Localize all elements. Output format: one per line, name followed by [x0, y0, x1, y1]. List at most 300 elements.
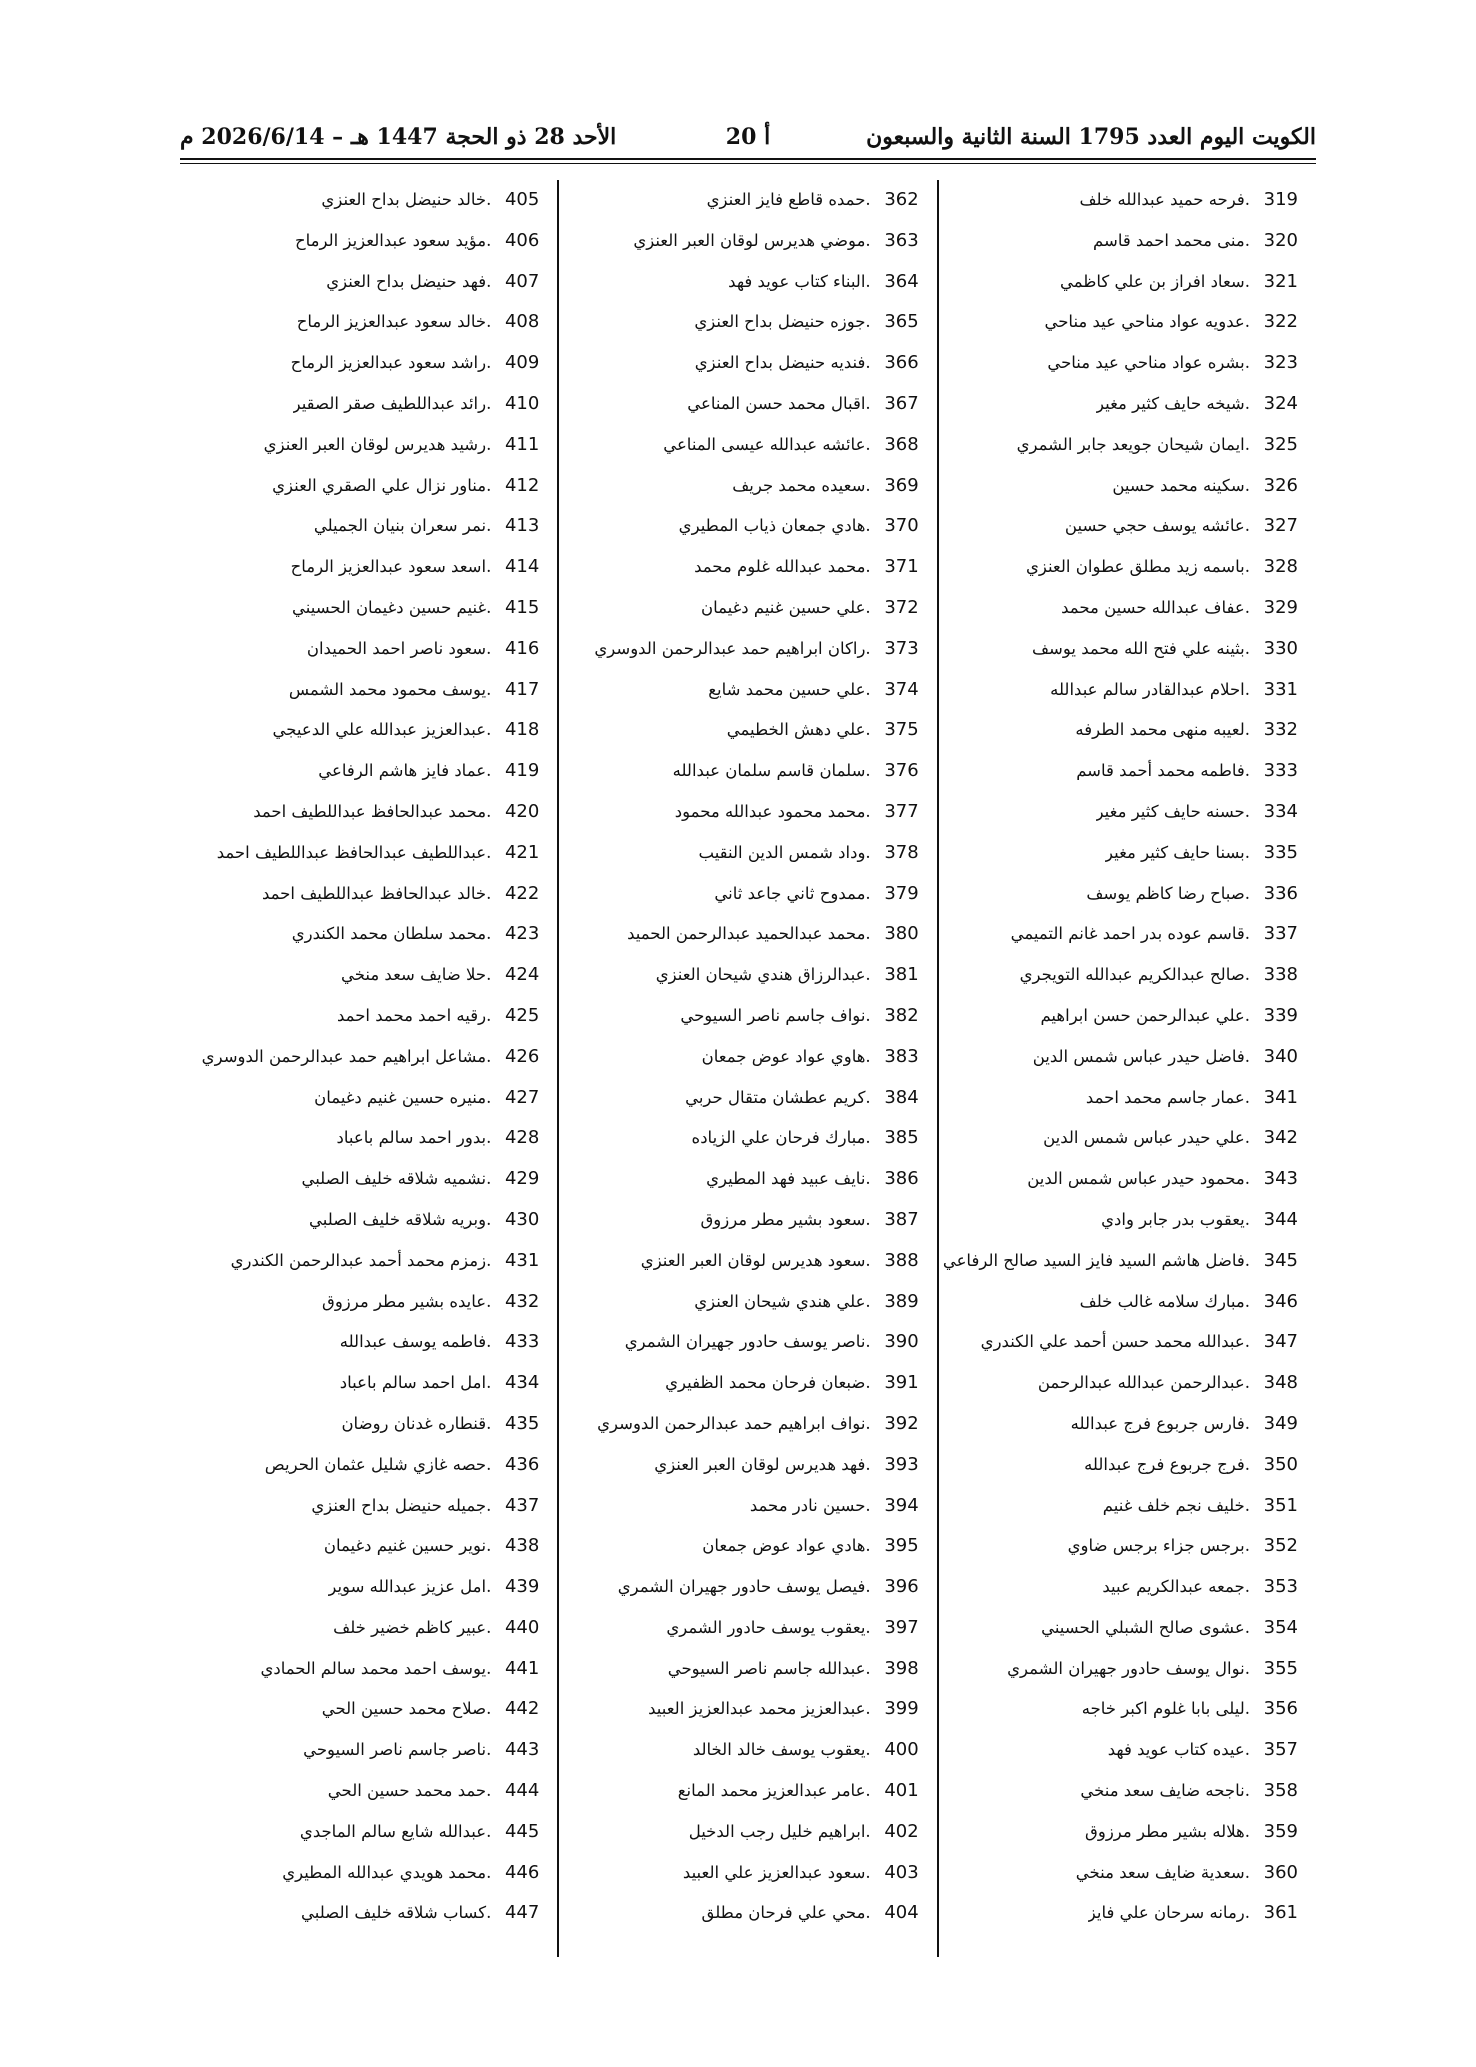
- entry-name: .فيصل يوسف حادور جهيران الشمري: [617, 1577, 871, 1597]
- list-item: [559, 1118, 918, 1159]
- list-item: [939, 1689, 1298, 1730]
- header-page-number: أ 20: [725, 124, 771, 150]
- entry-number: 418: [504, 719, 540, 741]
- entry-name: .محمد سلطان محمد الكندري: [291, 924, 492, 944]
- entry-name: .صباح رضا كاظم يوسف: [1086, 883, 1250, 903]
- entry-number: 434: [504, 1372, 540, 1394]
- entry-name: .قاسم عوده بدر احمد غانم التميمي: [1010, 924, 1250, 944]
- entry-name: .بثينه علي فتح الله محمد يوسف: [1031, 638, 1250, 658]
- list-item: [180, 180, 539, 221]
- entry-number: 323: [1263, 352, 1298, 374]
- entry-name: .عيده كتاب عويد فهد: [1107, 1740, 1250, 1760]
- list-item: [180, 1771, 539, 1812]
- entry-name: .عبدالرحمن عبدالله عبدالرحمن: [1037, 1373, 1250, 1393]
- list-item: [559, 180, 918, 221]
- list-item: [559, 792, 918, 833]
- entry-number: 443: [504, 1739, 540, 1761]
- entry-number: 373: [884, 637, 919, 659]
- entry-name: .علي عبدالرحمن حسن ابراهيم: [1040, 1005, 1250, 1025]
- entry-name: .عماد فايز هاشم الرفاعي: [318, 761, 492, 781]
- list-item: [939, 1404, 1298, 1445]
- entry-name: .نشميه شلاقه خليف الصلبي: [301, 1169, 492, 1189]
- entry-name: .مبارك فرحان علي الزياده: [691, 1128, 871, 1148]
- entry-name: .منى محمد احمد قاسم: [1093, 230, 1250, 250]
- list-item: [559, 1486, 918, 1527]
- list-item: [939, 955, 1298, 996]
- list-item: [559, 425, 918, 466]
- list-item: [939, 1282, 1298, 1323]
- entry-name: .حمد محمد حسين الحي: [327, 1781, 492, 1801]
- entry-name: .رشيد هديرس لوقان العبر العنزي: [263, 434, 492, 454]
- entry-name: .عبدالله شايع سالم الماجدي: [299, 1821, 492, 1841]
- page-header: [180, 118, 1316, 158]
- entry-name: .موضي هديرس لوقان العبر العنزي: [633, 230, 871, 250]
- entry-number: 438: [504, 1535, 540, 1557]
- entry-number: 415: [504, 596, 540, 618]
- entry-name: .احلام عبدالقادر سالم عبدالله: [1050, 679, 1250, 699]
- list-item: [559, 1526, 918, 1567]
- entry-number: 395: [884, 1535, 919, 1557]
- list-item: [939, 221, 1298, 262]
- list-item: [180, 343, 539, 384]
- entry-number: 423: [504, 923, 540, 945]
- list-item: [180, 1200, 539, 1241]
- entry-name: .وبريه شلاقه خليف الصلبي: [309, 1209, 492, 1229]
- entry-number: 414: [504, 556, 540, 578]
- list-item: [559, 1078, 918, 1119]
- entry-name: .خالد حنيضل بداح العنزي: [321, 190, 492, 209]
- entry-number: 425: [504, 1004, 540, 1026]
- entry-name: .امل عزيز عبدالله سوير: [328, 1577, 492, 1597]
- entry-number: 429: [504, 1168, 540, 1190]
- entry-number: 413: [504, 515, 540, 537]
- list-item: [180, 1853, 539, 1894]
- header-rule-thin: [180, 163, 1316, 164]
- entry-number: 447: [504, 1902, 540, 1924]
- entry-name: .راشد سعود عبدالعزيز الرماح: [290, 353, 492, 373]
- entry-name: .حصه غازي شليل عثمان الحريص: [264, 1454, 492, 1474]
- entry-name: .سكينه محمد حسين: [1112, 475, 1250, 495]
- entry-number: 406: [504, 229, 540, 251]
- entry-number: 320: [1263, 229, 1298, 251]
- list-item: [939, 1526, 1298, 1567]
- entry-name: .ايمان شيحان جويعد جابر الشمري: [1016, 434, 1250, 454]
- entry-number: 441: [504, 1657, 540, 1679]
- entry-name: .حسين نادر محمد: [749, 1495, 871, 1515]
- list-item: [180, 1322, 539, 1363]
- entry-name: .سعود بشير مطر مرزوق: [700, 1209, 871, 1229]
- entry-name: .عبدالعزيز محمد عبدالعزيز العبيد: [648, 1699, 871, 1719]
- entry-number: 446: [504, 1861, 540, 1883]
- entry-name: .رقيه احمد محمد احمد: [337, 1005, 492, 1025]
- entry-number: 335: [1263, 841, 1298, 863]
- entry-name: .علي حسين محمد شايع: [708, 679, 871, 699]
- list-item: [180, 1608, 539, 1649]
- entry-name: .خالد عبدالحافظ عبداللطيف احمد: [261, 883, 492, 903]
- entry-number: 403: [884, 1861, 919, 1883]
- list-item: [559, 343, 918, 384]
- entry-name: .يعقوب يوسف خالد الخالد: [692, 1740, 871, 1760]
- name-columns: [180, 180, 1316, 1957]
- entry-name: .هادي عواد عوض جمعان: [702, 1536, 871, 1556]
- entry-number: 329: [1263, 596, 1298, 618]
- entry-number: 384: [884, 1086, 919, 1108]
- entry-number: 374: [884, 678, 919, 700]
- entry-name: .رمانه سرحان علي فايز: [1087, 1903, 1250, 1923]
- entry-name: .فهد حنيضل بداح العنزي: [326, 271, 492, 291]
- entry-number: 352: [1263, 1535, 1298, 1557]
- entry-name: .سعود هديرس لوقان العبر العنزي: [640, 1250, 871, 1270]
- entry-name: .صالح عبدالكريم عبدالله التويجري: [1019, 965, 1250, 985]
- list-item: [180, 955, 539, 996]
- entry-name: .ممدوح ثاني جاعد ثاني: [714, 883, 871, 903]
- entry-name: .محمد عبدالله غلوم محمد: [694, 557, 871, 577]
- entry-number: 330: [1263, 637, 1298, 659]
- entry-number: 322: [1263, 311, 1298, 333]
- header-date: الأحد 28 ذو الحجة 1447 هـ – 2026/6/14 م: [180, 124, 617, 150]
- entry-name: .سعود عبدالعزيز علي العبيد: [682, 1862, 871, 1882]
- entry-number: 439: [504, 1576, 540, 1598]
- list-item: [559, 629, 918, 670]
- entry-name: .جوزه حنيضل بداح العنزي: [694, 312, 871, 332]
- list-item: [559, 1853, 918, 1894]
- list-item: [180, 466, 539, 507]
- entry-number: 337: [1263, 923, 1298, 945]
- entry-number: 401: [884, 1780, 919, 1802]
- entry-number: 377: [884, 800, 919, 822]
- entry-name: .مؤيد سعود عبدالعزيز الرماح: [295, 230, 492, 250]
- entry-number: 321: [1263, 270, 1298, 292]
- list-item: [939, 874, 1298, 915]
- entry-number: 378: [884, 841, 919, 863]
- list-item: [939, 670, 1298, 711]
- list-item: [180, 1241, 539, 1282]
- list-item: [559, 1730, 918, 1771]
- list-item: [939, 1159, 1298, 1200]
- entry-name: .اسعد سعود عبدالعزيز الرماح: [290, 557, 492, 577]
- entry-name: .جمعه عبدالكريم عبيد: [1102, 1577, 1250, 1597]
- list-item: [180, 1649, 539, 1690]
- entry-name: .علي حيدر عباس شمس الدين: [1043, 1128, 1250, 1148]
- entry-number: 342: [1263, 1127, 1298, 1149]
- entry-number: 422: [504, 882, 540, 904]
- list-item: [939, 343, 1298, 384]
- list-item: [939, 1200, 1298, 1241]
- list-item: [559, 751, 918, 792]
- entry-name: .محمود حيدر عباس شمس الدين: [1027, 1169, 1250, 1189]
- entry-name: .اقبال محمد حسن المناعي: [687, 393, 871, 413]
- entry-name: .فاطمه يوسف عبدالله: [339, 1332, 492, 1352]
- entry-name: .مناور نزال علي الصقري العنزي: [272, 475, 492, 495]
- list-item: [559, 710, 918, 751]
- entry-name: .هلاله بشير مطر مرزوق: [1085, 1821, 1250, 1841]
- entry-name: .حمده قاطع فايز العنزي: [706, 190, 871, 209]
- list-item: [939, 506, 1298, 547]
- list-item: [180, 751, 539, 792]
- entry-name: .البناء كتاب عويد فهد: [728, 271, 871, 291]
- entry-number: 408: [504, 311, 540, 333]
- entry-name: .كساب شلاقه خليف الصلبي: [300, 1903, 492, 1923]
- entry-number: 421: [504, 841, 540, 863]
- entry-number: 336: [1263, 882, 1298, 904]
- entry-name: .علي دهش الخطيمي: [726, 720, 871, 740]
- list-item: [559, 874, 918, 915]
- list-item: [939, 792, 1298, 833]
- entry-name: .سعاد افراز بن علي كاظمي: [1059, 271, 1250, 291]
- list-item: [559, 1159, 918, 1200]
- list-item: [180, 302, 539, 343]
- entry-name: .زمزم محمد أحمد عبدالرحمن الكندري: [230, 1250, 492, 1270]
- entry-number: 391: [884, 1372, 919, 1394]
- list-item: [939, 588, 1298, 629]
- entry-name: .ضبعان فرحان محمد الظفيري: [665, 1373, 871, 1393]
- entry-number: 416: [504, 637, 540, 659]
- entry-number: 363: [884, 229, 919, 251]
- entry-name: .برجس جزاء برجس ضاوي: [1067, 1536, 1250, 1556]
- entry-number: 358: [1263, 1780, 1298, 1802]
- list-item: [180, 384, 539, 425]
- entry-number: 371: [884, 556, 919, 578]
- list-item: [939, 1241, 1298, 1282]
- entry-name: .محي علي فرحان مطلق: [701, 1903, 871, 1923]
- entry-name: .يعقوب يوسف حادور الشمري: [666, 1617, 871, 1637]
- entry-number: 445: [504, 1820, 540, 1842]
- entry-name: .خالد سعود عبدالعزيز الرماح: [296, 312, 492, 332]
- list-item: [559, 506, 918, 547]
- list-item: [559, 384, 918, 425]
- header-rule: [180, 158, 1316, 160]
- entry-number: 333: [1263, 760, 1298, 782]
- entry-number: 354: [1263, 1616, 1298, 1638]
- entry-number: 396: [884, 1576, 919, 1598]
- entry-number: 388: [884, 1249, 919, 1271]
- list-item: [559, 302, 918, 343]
- list-item: [180, 588, 539, 629]
- entry-number: 389: [884, 1290, 919, 1312]
- list-item: [180, 1282, 539, 1323]
- entry-number: 367: [884, 392, 919, 414]
- entry-number: 368: [884, 433, 919, 455]
- entry-name: .عائشه يوسف حجي حسين: [1064, 516, 1250, 536]
- entry-number: 402: [884, 1820, 919, 1842]
- entry-name: .نواف ابراهيم حمد عبدالرحمن الدوسري: [597, 1413, 871, 1433]
- entry-number: 417: [504, 678, 540, 700]
- entry-name: .عبير كاظم خضير خلف: [333, 1617, 492, 1637]
- list-item: [180, 1404, 539, 1445]
- entry-name: .فرحه حميد عبدالله خلف: [1079, 190, 1250, 209]
- list-item: [559, 1200, 918, 1241]
- entry-number: 404: [884, 1902, 919, 1924]
- list-item: [939, 710, 1298, 751]
- entry-number: 347: [1263, 1331, 1298, 1353]
- entry-name: .باسمه زيد مطلق عطوان العنزي: [1025, 557, 1250, 577]
- entry-number: 349: [1263, 1412, 1298, 1434]
- list-item: [180, 833, 539, 874]
- entry-number: 430: [504, 1208, 540, 1230]
- entry-name: .عائشه عبدالله عيسى المناعي: [663, 434, 871, 454]
- entry-name: .نوال يوسف حادور جهيران الشمري: [1007, 1658, 1250, 1678]
- entry-number: 385: [884, 1127, 919, 1149]
- entry-name: .ناجحه ضايف سعد منخي: [1080, 1781, 1250, 1801]
- header-issue: الكويت اليوم العدد 1795 السنة الثانية والسبعون: [866, 124, 1316, 150]
- entry-number: 324: [1263, 392, 1298, 414]
- entry-number: 356: [1263, 1698, 1298, 1720]
- entry-name: .فرج جربوع فرج عبدالله: [1084, 1454, 1250, 1474]
- entry-number: 339: [1263, 1004, 1298, 1026]
- entry-number: 412: [504, 474, 540, 496]
- entry-name: .بشره عواد مناحي عيد مناحي: [1047, 353, 1250, 373]
- entry-name: .فهد هديرس لوقان العبر العنزي: [654, 1454, 871, 1474]
- entry-number: 387: [884, 1208, 919, 1230]
- entry-name: .كريم عطشان متقال حربي: [685, 1087, 871, 1107]
- list-item: [559, 914, 918, 955]
- entry-name: .يوسف محمود محمد الشمس: [288, 679, 492, 699]
- entry-number: 405: [504, 189, 540, 210]
- list-item: [180, 710, 539, 751]
- column-3: [180, 180, 557, 1957]
- entry-name: .محمد عبدالحميد عبدالرحمن الحميد: [627, 924, 871, 944]
- entry-name: .فنديه حنيضل بداح العنزي: [694, 353, 871, 373]
- entry-number: 431: [504, 1249, 540, 1271]
- list-item: [939, 1363, 1298, 1404]
- entry-name: .بسنا حايف كثير مغير: [1105, 842, 1250, 862]
- entry-number: 345: [1263, 1249, 1298, 1271]
- entry-number: 365: [884, 311, 919, 333]
- list-item: [939, 629, 1298, 670]
- list-item: [939, 1812, 1298, 1853]
- entry-name: .سعود ناصر احمد الحميدان: [306, 638, 492, 658]
- entry-number: 344: [1263, 1208, 1298, 1230]
- list-item: [180, 221, 539, 262]
- entry-name: .ابراهيم خليل رجب الدخيل: [688, 1821, 871, 1841]
- list-item: [559, 1363, 918, 1404]
- entry-number: 410: [504, 392, 540, 414]
- list-item: [559, 466, 918, 507]
- entry-number: 353: [1263, 1576, 1298, 1598]
- list-item: [180, 996, 539, 1037]
- entry-number: 427: [504, 1086, 540, 1108]
- entry-name: .رائد عبداللطيف صقر الصقير: [292, 393, 492, 413]
- entry-name: .منيره حسين غنيم دغيمان: [314, 1087, 492, 1107]
- entry-number: 397: [884, 1616, 919, 1638]
- list-item: [939, 384, 1298, 425]
- list-item: [559, 1689, 918, 1730]
- list-item: [559, 1893, 918, 1934]
- entry-name: .هادي جمعان ذياب المطيري: [678, 516, 871, 536]
- entry-number: 424: [504, 964, 540, 986]
- entry-number: 409: [504, 352, 540, 374]
- entry-number: 390: [884, 1331, 919, 1353]
- entry-number: 432: [504, 1290, 540, 1312]
- entry-name: .هاوي عواد عوض جمعان: [701, 1046, 871, 1066]
- entry-name: .محمد عبدالحافظ عبداللطيف احمد: [253, 801, 492, 821]
- entry-name: .نوير حسين غنيم دغيمان: [323, 1536, 492, 1556]
- entry-name: .عايده بشير مطر مرزوق: [322, 1291, 492, 1311]
- entry-number: 394: [884, 1494, 919, 1516]
- entry-name: .قنطاره غدنان روضان: [341, 1413, 492, 1433]
- entry-name: .نمر سعران بنيان الجميلي: [313, 516, 492, 536]
- entry-number: 420: [504, 800, 540, 822]
- entry-name: .فاطمه محمد أحمد قاسم: [1076, 761, 1250, 781]
- entry-number: 343: [1263, 1168, 1298, 1190]
- entry-number: 435: [504, 1412, 540, 1434]
- entry-number: 364: [884, 270, 919, 292]
- entry-name: .حلا ضايف سعد منخي: [340, 965, 492, 985]
- entry-name: .راكان ابراهيم حمد عبدالرحمن الدوسري: [594, 638, 871, 658]
- entry-number: 381: [884, 964, 919, 986]
- entry-name: .عبدالله محمد حسن أحمد علي الكندري: [980, 1332, 1250, 1352]
- entry-number: 398: [884, 1657, 919, 1679]
- entry-number: 326: [1263, 474, 1298, 496]
- list-item: [939, 547, 1298, 588]
- list-item: [939, 1893, 1298, 1934]
- list-item: [180, 914, 539, 955]
- list-item: [180, 1159, 539, 1200]
- entry-number: 382: [884, 1004, 919, 1026]
- entry-number: 340: [1263, 1045, 1298, 1067]
- entry-number: 369: [884, 474, 919, 496]
- entry-name: .عفاف عبدالله حسين محمد: [1061, 597, 1250, 617]
- entry-number: 433: [504, 1331, 540, 1353]
- list-item: [939, 1730, 1298, 1771]
- entry-name: .نايف عبيد فهد المطيري: [706, 1169, 871, 1189]
- entry-name: .عامر عبدالعزيز محمد المانع: [677, 1781, 871, 1801]
- list-item: [559, 1608, 918, 1649]
- list-item: [180, 1526, 539, 1567]
- entry-number: 361: [1263, 1902, 1298, 1924]
- list-item: [939, 751, 1298, 792]
- list-item: [180, 670, 539, 711]
- entry-number: 331: [1263, 678, 1298, 700]
- list-item: [559, 1282, 918, 1323]
- entry-number: 442: [504, 1698, 540, 1720]
- list-item: [939, 262, 1298, 303]
- list-item: [559, 996, 918, 1037]
- list-item: [559, 955, 918, 996]
- entry-name: .وداد شمس الدين النقيب: [698, 842, 871, 862]
- list-item: [939, 180, 1298, 221]
- column-1: [939, 180, 1316, 1957]
- entry-number: 338: [1263, 964, 1298, 986]
- list-item: [939, 1445, 1298, 1486]
- list-item: [180, 1730, 539, 1771]
- entry-number: 357: [1263, 1739, 1298, 1761]
- entry-number: 325: [1263, 433, 1298, 455]
- entry-number: 437: [504, 1494, 540, 1516]
- list-item: [939, 1118, 1298, 1159]
- entry-number: 444: [504, 1780, 540, 1802]
- entry-name: .عشوى صالح الشبلي الحسيني: [1041, 1617, 1250, 1637]
- list-item: [939, 1567, 1298, 1608]
- entry-number: 383: [884, 1045, 919, 1067]
- list-item: [939, 1608, 1298, 1649]
- entry-number: 350: [1263, 1453, 1298, 1475]
- list-item: [559, 833, 918, 874]
- entry-name: .ناصر يوسف حادور جهيران الشمري: [624, 1332, 871, 1352]
- entry-name: .سعدية ضايف سعد منخي: [1075, 1862, 1250, 1882]
- entry-number: 392: [884, 1412, 919, 1434]
- list-item: [559, 670, 918, 711]
- list-item: [180, 1486, 539, 1527]
- list-item: [559, 1037, 918, 1078]
- entry-number: 440: [504, 1616, 540, 1638]
- list-item: [559, 1567, 918, 1608]
- entry-number: 426: [504, 1045, 540, 1067]
- entry-number: 380: [884, 923, 919, 945]
- entry-name: .خليف نجم خلف غنيم: [1102, 1495, 1250, 1515]
- entry-name: .يوسف احمد محمد سالم الحمادي: [260, 1658, 492, 1678]
- entry-number: 393: [884, 1453, 919, 1475]
